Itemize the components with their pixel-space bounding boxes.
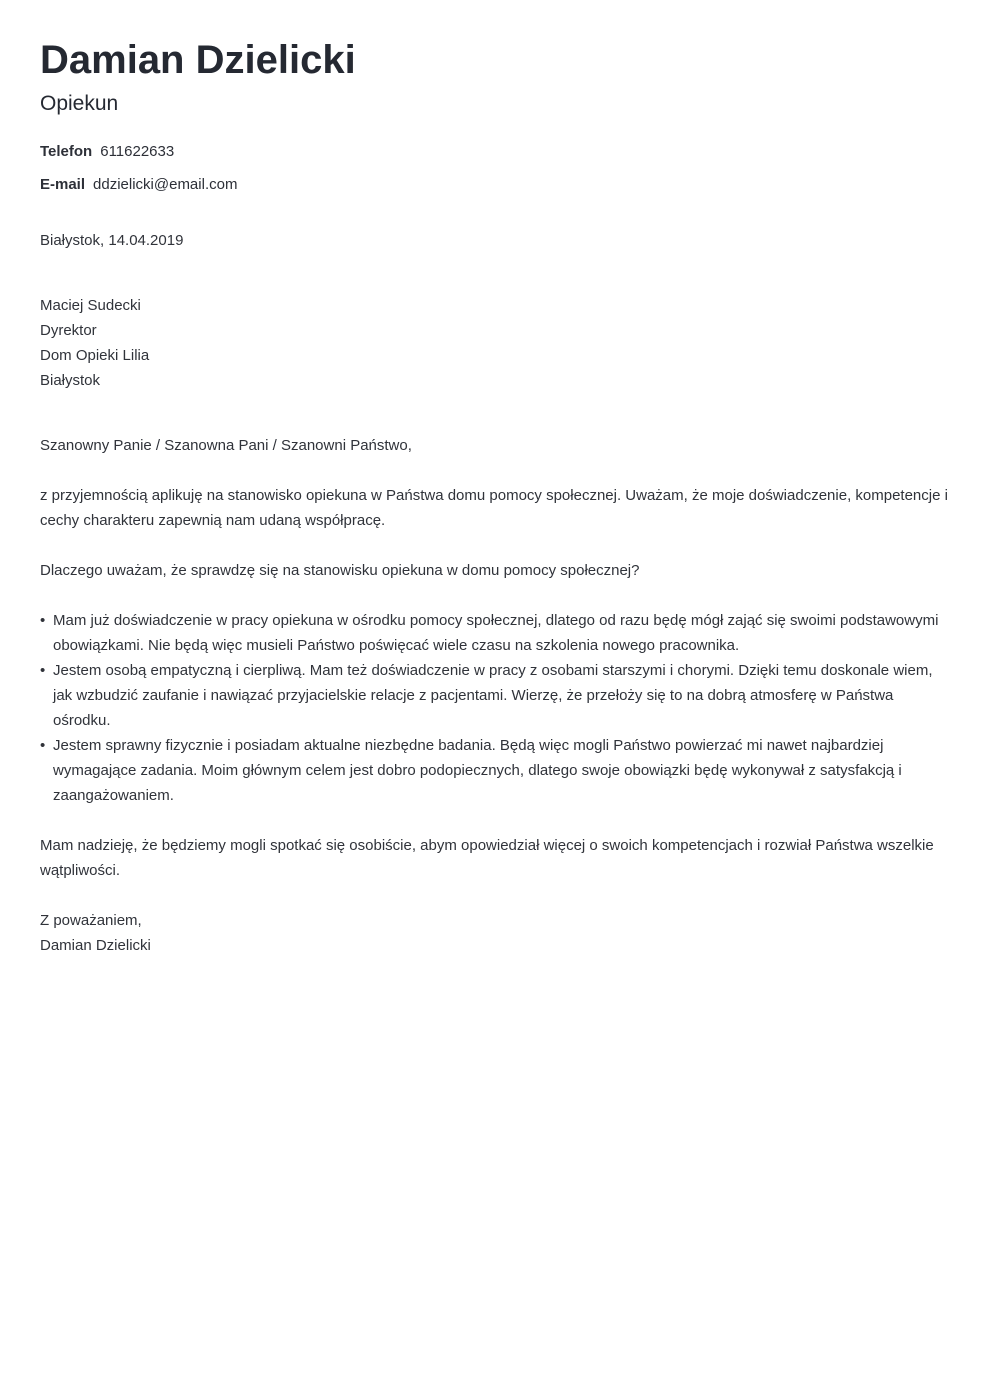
applicant-name: Damian Dzielicki	[40, 38, 356, 82]
recipient-title: Dyrektor	[40, 322, 97, 339]
list-item-text: Jestem sprawny fizycznie i posiadam aktualne niezbędne badania. Będą więc mogli Państwo powierzać mi nawet najbardziej wymagające zadania. Moim głównym celem jest dobro podopiecznych, dlatego swoje obowiązki będę wykonywał z satysfakcją i zaangażowaniem.	[53, 737, 902, 804]
recipient-company: Dom Opieki Lilia	[40, 347, 150, 364]
bullet-list	[40, 608, 950, 808]
list-item	[40, 608, 950, 658]
bullet-marker: •	[40, 737, 46, 754]
applicant-role: Opiekun	[40, 92, 119, 115]
closing-paragraph: Mam nadzieję, że będziemy mogli spotkać się osobiście, abym opowiedział więcej o swoich kompetencjach i rozwiał Państwa wszelkie wątpliwości.	[40, 837, 934, 879]
greeting: Szanowny Panie / Szanowna Pani / Szanowni Państwo,	[40, 437, 412, 454]
email-value: ddzielicki@email.com	[93, 176, 238, 193]
recipient-name: Maciej Sudecki	[40, 297, 141, 314]
signoff-phrase: Z poważaniem,	[40, 912, 142, 929]
phone-value: 611622633	[100, 143, 175, 160]
recipient-block	[40, 293, 950, 393]
bullet-marker: •	[40, 662, 46, 679]
bullet-marker: •	[40, 612, 46, 629]
contact-phone	[40, 141, 174, 163]
phone-label: Telefon	[40, 143, 93, 160]
question-paragraph: Dlaczego uważam, że sprawdzę się na stanowisku opiekuna w domu pomocy społecznej?	[40, 562, 640, 579]
email-label: E-mail	[40, 176, 86, 193]
contact-email	[40, 174, 237, 196]
recipient-city: Białystok	[40, 372, 101, 389]
list-item	[40, 658, 950, 733]
signoff-block	[40, 908, 950, 958]
list-item-text: Mam już doświadczenie w pracy opiekuna w ośrodku pomocy społecznej, dlatego od razu będę mógł zająć się swoimi podstawowymi obowiązkami. Nie będą więc musieli Państwo poświęcać wiele czasu na szkolenia nowego pracownika.	[53, 612, 939, 654]
list-item	[40, 733, 950, 808]
intro-paragraph: z przyjemnością aplikuję na stanowisko opiekuna w Państwa domu pomocy społecznej. Uważam, że moje doświadczenie, kompetencje i cechy charakteru zapewnią nam udaną współpracę.	[40, 487, 948, 529]
signoff-name: Damian Dzielicki	[40, 937, 151, 954]
letter-date: Białystok, 14.04.2019	[40, 232, 184, 249]
list-item-text: Jestem osobą empatyczną i cierpliwą. Mam też doświadczenie w pracy z osobami starszymi i chorymi. Dzięki temu doskonale wiem, jak wzbudzić zaufanie i nawiązać przyjacielskie relacje z pacjentami. Wierzę, że przełoży się to na dobrą atmosferę w Państwa ośrodku.	[53, 662, 933, 729]
